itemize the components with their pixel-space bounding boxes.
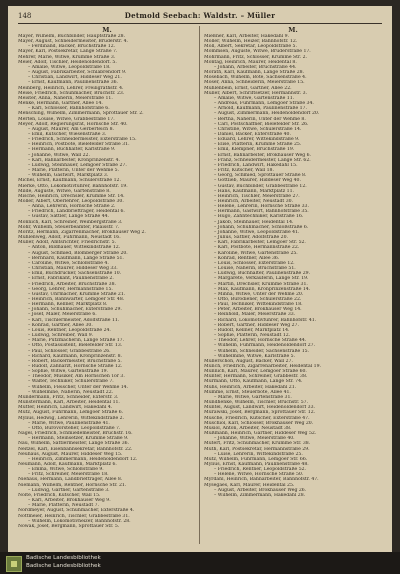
directory-entry: – Theodor, Lehrer, Hornsche Straße 44. bbox=[214, 338, 307, 344]
directory-entry: – Rudolf, Zahnarzt, Hornsche Straße 12. bbox=[28, 364, 123, 369]
directory-entry: – Karl, Fabrikarbeiter, Lemgoer Str. 52. bbox=[214, 240, 306, 246]
directory-entry: Münter, Hermann, Schreiner, Grabbestr. 38. bbox=[204, 374, 308, 380]
directory-entry: Mußmann, Heinrich, Gärtner, Hiddeser Weg 52. bbox=[204, 431, 317, 437]
directory-entry: – Karl, Bahnarbeiter, Kronprinzenstr. 4. bbox=[28, 157, 120, 163]
directory-entry: – Hans, Kaufmann, Marktplatz 11. bbox=[214, 188, 294, 194]
directory-entry: Münnich, Karl, Maurer, Lemgoer Straße 60. bbox=[204, 369, 307, 375]
right-column bbox=[204, 26, 382, 546]
directory-entry: – Arnold, Kaufmann, Paulinenstraße 17. bbox=[214, 106, 307, 112]
directory-entry: – Christian, Maurer, Hiddeser Weg 33. bbox=[28, 266, 118, 272]
directory-entry: – Georg, Lehrer, Hermannstraße 15. bbox=[28, 286, 113, 292]
column-separator bbox=[199, 26, 200, 544]
directory-entry: – Helene, Lehrerin, Hornsche Straße 33. bbox=[214, 204, 309, 210]
directory-entry: Niehaus, Hermann, Landbriefträger, Allee 8. bbox=[18, 477, 123, 483]
directory-entry: – August, Fabrikarbeiter, Schlabrendorf 9. bbox=[28, 70, 127, 76]
directory-entry: – Amalie, Witwe, Leopoldstraße 18. bbox=[28, 64, 111, 70]
directory-entry: – Amalie, Witwe, Gartenstraße 11. bbox=[214, 95, 295, 101]
directory-entry: – Johanne, Witwe, Wall 22. bbox=[28, 152, 90, 158]
directory-entry: – Fritz, Schreiner, Meierstraße 18. bbox=[28, 472, 109, 478]
directory-entry: – Hermann, Steinsetzer, Krumme Straße 9. bbox=[28, 436, 129, 442]
entry-list bbox=[18, 34, 196, 529]
directory-entry: Montag, Heinrich, Maurer, Heidental 8. bbox=[204, 59, 297, 65]
directory-entry: Meister, Anna, Näherin, Meierstraße 11. bbox=[18, 95, 113, 101]
directory-entry: – Marie, Witwe, Paulinenstraße 41. bbox=[28, 420, 110, 426]
directory-entry: – Carl, Postschaffner, Bielefelder Str. 26. bbox=[214, 121, 309, 127]
directory-entry: – Johanne, Witwe, Meierstraße 40. bbox=[214, 436, 295, 442]
directory-entry: – Wilhelm, Fuhrmann, Heidenoldendorf 27. bbox=[214, 343, 316, 349]
directory-entry: – Paul, Techniker, Wittekindstraße 18. bbox=[214, 302, 303, 308]
directory-entry: Möller, Wilhelm, Heizer, Bahnhofstr. 12. bbox=[204, 39, 298, 45]
directory-entry: – Ernst, Bahnarbeiter, Brokhauser Weg 6. bbox=[214, 152, 312, 158]
directory-entry: Musiol, Anton, Arbeiter, Neustadt 38. bbox=[204, 425, 292, 431]
directory-entry: Neumann, Adolf, Kaufmann, Marktplatz 6. bbox=[18, 461, 117, 467]
directory-entry: – Heinrich, Arbeiter, Neustadt 30. bbox=[214, 199, 294, 204]
directory-entry: – Emma, Witwe, Schloßstraße 9. bbox=[28, 467, 104, 473]
directory-entry: – Ernst, Fabrikant, Paulinenstraße 2. bbox=[28, 276, 114, 282]
directory-entry: – Wilhelm, Lokomotivheizer, Bahnhofstr. 28. bbox=[28, 518, 131, 524]
directory-entry: Mumme, Ernst, Steuerbote, Allee 41. bbox=[204, 389, 291, 395]
directory-entry: – Hermann, Gastwirt, Bahnhofstraße 35. bbox=[214, 209, 309, 215]
directory-entry: – August, Maurer, Am Gerberteich 8. bbox=[28, 126, 114, 132]
directory-entry: Mische, Heinrich, Drechsler, Krumme Str. 14. bbox=[18, 193, 125, 199]
directory-entry: – Sophie, Plätterin, Neustadt 12. bbox=[214, 333, 291, 339]
directory-entry: – Karl, Tischlermeister, Adolfstraße 11. bbox=[28, 317, 120, 323]
directory-entry: Nolte, Friedrich, Kutscher, Wall 15. bbox=[18, 492, 101, 498]
directory-entry: Mühlenweg, Adolf, Fuhrmann, Neustadt 16. bbox=[18, 235, 121, 241]
directory-entry: Mönnich, Karl, Schreiner, Weinbergstraße 3. bbox=[18, 219, 123, 225]
directory-entry: Müllerschön, August, Bäcker, Wall 27. bbox=[204, 358, 293, 364]
directory-entry: Müller, Albert, Schriftsetzer, Hermannstr. 3. bbox=[204, 90, 308, 96]
directory-entry: – Daniel, Bäcker, Exterstraße 40. bbox=[214, 131, 291, 137]
directory-entry: – Konrad, Gärtner, Allee 30. bbox=[28, 322, 93, 328]
directory-entry: – Gustav, Uhrmacher, Krumme Straße 21. bbox=[28, 291, 126, 297]
directory-entry: – Marie, Putzmacherin, Lange Straße 17. bbox=[28, 338, 125, 344]
directory-entry: – Marie, Plätterin, Unter der Wehme 5. bbox=[28, 168, 120, 174]
directory-entry: – Emil, Klempner, Bruchstraße 19. bbox=[214, 147, 295, 153]
directory-entry: Mayer, Wilhelm, Buchbinder, Hauptstraße 28. bbox=[18, 34, 126, 39]
directory-entry: Meise, Friedrich, Schuhmacher, Bruchstr. 23. bbox=[18, 90, 125, 96]
directory-entry: – Friedrich, Landbriefträger, Heidental 6. bbox=[28, 209, 125, 215]
directory-entry: – Heinrich, Zimmermann, Heidenoldendorf 12. bbox=[28, 456, 138, 462]
directory-entry: – Gottlieb, Maurer, Hiddeser Weg 40. bbox=[214, 178, 301, 184]
directory-entry: Meinberg, Heinrich, Lehrer, Freiligrathstr. 4. bbox=[18, 85, 124, 91]
directory-entry: – Friedrich, Schneidermeister, Exterstraße 15. bbox=[28, 137, 137, 143]
directory-entry: – Richard, Kaufmann, Kronprinzenstr. 8. bbox=[28, 353, 122, 359]
directory-entry: Nagel, Friedrich, Schmiedemeister, Bruchstr. 16. bbox=[18, 431, 133, 437]
directory-entry: Mohr, Wilhelm, Steuerbeamter, Palaisstr. 7. bbox=[18, 224, 120, 230]
directory-entry: – Franz, Schneidermeister, Lange Str. 62. bbox=[214, 157, 311, 163]
directory-entry: – Konrad, Rentner, Allee 36. bbox=[214, 255, 280, 261]
directory-entry: Musche, Friedrich, Kutscher, Exterstraße 47. bbox=[204, 415, 310, 421]
directory-entry: – Anton, Bildhauer, Wittekindstraße 12. bbox=[28, 245, 121, 251]
directory-entry: – Wilhelmine, Witwe, Karlstraße 5. bbox=[214, 353, 296, 359]
directory-entry: Milde, Auguste, Witwe, Gartenstraße 8. bbox=[18, 188, 111, 194]
directory-entry: – Julius, Sattler, Adolfstraße 20. bbox=[214, 235, 288, 241]
directory-entry: – Richard, Lokomotivführer, Bahnhofstr. 41. bbox=[214, 317, 317, 323]
directory-entry: – Karl, Arbeiter, Brokhauser Weg 9. bbox=[28, 498, 111, 504]
directory-entry: Möll, Albert, Sekretär, Leopoldstraße 5. bbox=[204, 44, 297, 50]
entry-list bbox=[204, 34, 382, 498]
directory-entry: – Theodor, Musiker, Am Hornschen Tor 3. bbox=[28, 374, 125, 380]
directory-entry: – Bertha, Näherin, Unter der Wehme 8. bbox=[214, 116, 306, 122]
directory-entry: – Otto, Bürovorsteher, Leopoldstraße 7. bbox=[28, 425, 121, 431]
library-subtitle: Badische Landesbibliothek bbox=[26, 562, 101, 569]
viewer-footer bbox=[0, 552, 400, 574]
directory-entry: – Max, Kaufmann, Kronprinzenstraße 14. bbox=[214, 286, 311, 292]
directory-entry: – Friedrich, Arbeiter, Bruchstraße 38. bbox=[28, 281, 116, 287]
section-letter: M. bbox=[102, 26, 112, 34]
directory-entry: Mensching, Wilhelm, Zimmermann, Sprottauer Str. 2. bbox=[18, 111, 144, 117]
directory-entry: – Wilhelm, Zimmermann, Hakedahl 28. bbox=[214, 492, 306, 498]
directory-entry: – Friedrich, Landwirt, Hakedahl 15. bbox=[214, 162, 298, 168]
directory-entry: – Otto, Bürodiener, Schülerstraße 22. bbox=[214, 296, 302, 302]
directory-entry: – Gustav, Sattler, Lange Straße 44. bbox=[28, 214, 110, 220]
directory-entry: Morath, Karl, Kaufmann, Lange Straße 28. bbox=[204, 70, 304, 76]
directory-entry: – Ludwig, Gärtner, Gartenstraße 3. bbox=[28, 487, 110, 493]
directory-entry: – Gustav, Buchbinder, Grabbestraße 12. bbox=[214, 183, 307, 189]
directory-entry: Mundhenke, Wilhelm, Tischler, Bruchstr. 57. bbox=[204, 400, 309, 406]
directory-entry: Mutz, Wilhelm, Fuhrmann, Lemgoer Str. 66. bbox=[204, 456, 308, 462]
directory-entry: Muschiol, Karl, Schlosser, Brokhauser Weg 20. bbox=[204, 420, 314, 426]
directory-entry: – Reinhold, Maler, Meierstraße 33. bbox=[214, 312, 296, 318]
directory-entry: – August, Schmied, Blomberger Straße 20. bbox=[28, 250, 128, 256]
directory-entry: Muhs, Heinrich, Arbeiter, Hakedahl 21. bbox=[204, 384, 297, 390]
directory-entry: – Luise, Lehrerin, Wittekindstraße 25. bbox=[214, 451, 303, 457]
directory-entry: – Emil, Buchdrucker, Sachsenstraße 10. bbox=[28, 271, 122, 277]
directory-entry: Nau, Wilhelm, Sattlermeister, Lange Straße 36. bbox=[18, 441, 130, 447]
directory-entry: Mysegaes, Karl, Maurer, Heidental 25. bbox=[204, 482, 295, 488]
directory-entry: – Eduard, Lehrer, Wittekindstraße 9. bbox=[214, 137, 300, 143]
directory-entry: Mutter, Heinrich, Landwirt, Hakedahl 4. bbox=[18, 405, 113, 411]
directory-entry: Mylius, Ernst, Kaufmann, Paulinenstraße 48. bbox=[204, 461, 309, 467]
directory-entry: Mündermann, Fritz, Schneider, Exterstr. 3. bbox=[18, 394, 119, 400]
page-number: 148 bbox=[18, 12, 32, 20]
running-title: Detmold Seebach: Waldstr. – Müller bbox=[124, 11, 276, 20]
directory-entry: Mayer, Karl, Postsekretär, Lange Straße 7. bbox=[18, 49, 118, 55]
directory-entry: Meier, Adolf, Tischler, Heidenoldendorf. 5. bbox=[18, 59, 117, 65]
directory-entry: Muntel, August, Landwirt, Heidenoldendorf 33. bbox=[204, 405, 315, 411]
directory-entry: – Ferdinand, Bäcker, Bruchstraße 12. bbox=[28, 44, 116, 50]
directory-entry: – Heinrich, Tischler, Meierstraße 27. bbox=[214, 193, 300, 199]
library-name: Badische Landesbibliothek bbox=[26, 555, 101, 561]
directory-entry: – Margarete, Verkäuferin, Lange Str. 19. bbox=[214, 276, 309, 282]
directory-entry: – Elise, Plätterin, Krumme Straße 25. bbox=[214, 142, 302, 148]
directory-entry: Mylius, Hedwig, Lehrerin, Wittekindstraße 2. bbox=[18, 415, 125, 421]
directory-entry: – Louis, Rentner, Leopoldstraße 24. bbox=[28, 327, 111, 333]
directory-entry: Myrdahl, Heinrich, Bahnarbeiter, Bahnhofstr. 47. bbox=[204, 477, 319, 483]
directory-entry: – Andreas, Fuhrmann, Lemgoer Straße 34. bbox=[214, 101, 314, 107]
directory-entry: Mayer, August, Schneidermeister, Brüderstr. 4. bbox=[18, 39, 129, 45]
directory-entry: – Hermann, Buchhalter, Karlstraße 9. bbox=[28, 147, 116, 153]
directory-entry: Niemann, Wilhelm, Rentner, Hornsche Str. 21. bbox=[18, 482, 127, 488]
directory-entry: – Minna, Witwe, Unter der Wehme 20. bbox=[214, 291, 304, 297]
directory-entry: – Louis, Schlosser, Exterstraße 12. bbox=[214, 260, 295, 266]
directory-entry: – Emil, Kutscher, Wiesenstraße 3. bbox=[28, 131, 107, 137]
directory-entry: Münch, Friedrich, Zigarrenarbeiter, Heidental 19. bbox=[204, 364, 321, 369]
page-header bbox=[18, 10, 382, 22]
directory-entry: Murawski, Josef, Bergmann, Sprottauer Str. 12. bbox=[204, 410, 316, 416]
directory-entry: – Karl, Postbote, Hermannstraße 22. bbox=[214, 245, 300, 251]
directory-entry: – Johann, Schuhmacher, Schloßstraße 6. bbox=[214, 224, 309, 230]
directory-entry: – Walter, Techniker, Schülerstraße 7. bbox=[28, 379, 114, 385]
directory-entry: – Ludwig, Buchhalter, Paulinenstraße 29. bbox=[214, 271, 311, 277]
directory-entry: – Marie, Witwe, Gartenstraße 31. bbox=[214, 394, 292, 400]
directory-entry: – Jakob, Steinhauer, Heidental 14. bbox=[214, 219, 294, 225]
directory-entry: Merten, Louise, Witwe, Grabbestraße 17. bbox=[18, 116, 115, 122]
directory-entry: – Hermann, Kellner, Marktplatz 8. bbox=[28, 302, 108, 308]
directory-entry: Nordmeyer, August, Schuhmacher, Exterstraße 4. bbox=[18, 508, 135, 514]
directory-entry: – Friedrich, Rentner, Leopoldstraße 52. bbox=[214, 467, 306, 473]
directory-entry: – August, Zimmermann, Heidenoldendorf 20. bbox=[214, 111, 320, 117]
directory-entry: – Robert, Gärtner, Hiddeser Weg 27. bbox=[214, 322, 299, 328]
directory-entry: – Helene, Witwe, Hornsche Straße 50. bbox=[214, 472, 304, 478]
library-logo-icon bbox=[6, 556, 22, 572]
directory-entry: – Caroline, Witwe, Schloßstraße 4. bbox=[28, 260, 109, 266]
directory-entry: – Ludwig, Steinhauer, Lemgoer Straße 27. bbox=[28, 162, 127, 168]
left-column bbox=[18, 26, 196, 546]
directory-entry: – Martin, Drechsler, Krumme Straße 31. bbox=[214, 281, 308, 287]
directory-entry: Mürmann, Otto, Kaufmann, Lange Str. 74. bbox=[204, 379, 303, 385]
directory-entry: – Georg, Schmied, Sprottauer Straße 8. bbox=[214, 173, 307, 179]
directory-entry: – Wilhelm, Gastwirt, Marktplatz 3. bbox=[28, 173, 109, 179]
directory-entry: – Karl, Schlosser, Bahnhofstraße 6. bbox=[28, 106, 110, 112]
directory-entry: – Otto, Postassistent, Bielefelder Str. 13. bbox=[28, 343, 123, 349]
directory-entry: – Louise, Näherin, Bruchstraße 51. bbox=[214, 266, 296, 272]
directory-entry: – Johanne, Witwe, Leopoldstraße 41. bbox=[214, 229, 300, 235]
directory-entry: Müller, Adolf, Amtsrichter, Friedrichstr. 5. bbox=[18, 240, 117, 246]
directory-entry: Neitzel, Karl, Eisenbahnsekretär, Bahnhofstr. 22. bbox=[18, 446, 133, 452]
section-letter: M. bbox=[288, 26, 298, 34]
header-rule bbox=[18, 23, 382, 24]
directory-entry: Mohrmann, Fritz, Schlosser, Krumme Str. 2. bbox=[204, 54, 308, 60]
directory-entry: Nottmeier, Heinrich, Tischler, Grabbestraße 31. bbox=[18, 513, 130, 519]
directory-entry: – Paul, Schlosser, Grabbestraße 26. bbox=[28, 348, 111, 354]
directory-entry: Muth, Karl, Postsekretär, Hermannstraße 29. bbox=[204, 446, 310, 452]
directory-entry: – Wilhelm, Schneider, Sachsenstraße 15. bbox=[214, 348, 309, 354]
directory-entry: – Johann, Arbeiter, Bruchstraße 44. bbox=[214, 64, 297, 70]
directory-entry: Mierke, Otto, Lokomotivführer, Bahnhofstr. 19. bbox=[18, 183, 128, 189]
directory-entry: Menke, Hermann, Gärtner, Allee 14. bbox=[18, 101, 103, 107]
directory-entry: – Christian, Landwirt, Hiddeser Weg 21. bbox=[28, 75, 122, 81]
directory-entry: – Ernst, Kaufmann, Paulinenstraße 36. bbox=[28, 80, 118, 86]
directory-entry: Mutz, August, Fuhrmann, Lemgoer Straße 6. bbox=[18, 410, 124, 416]
directory-entry: – Rudolf, Kellner, Marktplatz 14. bbox=[214, 327, 290, 333]
directory-entry: – Anna, Lehrerin, Hornsche Straße 2. bbox=[28, 204, 116, 210]
directory-entry: Moser, Anna, Schneiderin, Meierstraße 15. bbox=[204, 80, 305, 86]
directory-entry: Michel, Ernst, Kaufmann, Schülerstraße 12. bbox=[18, 178, 121, 184]
directory-entry: – Heinrich, Postbote, Bielefelder Straße 31. bbox=[28, 142, 130, 148]
directory-entry: Nowak, Josef, Bergmann, Sprottauer Str. 5. bbox=[18, 523, 120, 529]
scanned-page bbox=[8, 6, 392, 552]
directory-entry: Moritz, Hermann, Zigarrenmacher, Brokhauser Weg 2. bbox=[18, 229, 146, 235]
directory-entry: Mosebach, Wilhelm, Bote, Sachsenstraße 4. bbox=[204, 75, 307, 81]
directory-entry: – Johann, Schuhmacher, Exterstraße 29. bbox=[28, 307, 122, 313]
directory-entry: Mehrer, Marie, Witwe, Krumme Straße 3. bbox=[18, 54, 116, 60]
directory-entry: – Heinrich, Bahnwärter, Lemgoer Str. 48. bbox=[28, 296, 125, 302]
directory-entry: – Bernhard, Kaufmann, Lange Straße 51. bbox=[28, 255, 124, 261]
directory-entry: – Christine, Witwe, Schülerstraße 14. bbox=[214, 126, 302, 132]
directory-entry: – Marie, Plätterin, Neustadt 7. bbox=[28, 503, 100, 509]
directory-entry: Mühlenbein, Ernst, Gärtner, Allee 22. bbox=[204, 85, 292, 91]
directory-entry: – Sophie, Witwe, Gartenstraße 19. bbox=[28, 369, 109, 375]
directory-entry: – Fritz, Kutscher, Wall 18. bbox=[214, 168, 274, 174]
directory-entry: – Wilhelmine, Näherin, Neustadt 22. bbox=[28, 389, 114, 395]
library-credit bbox=[26, 555, 386, 570]
directory-entry: Münstermann, Karl, Arbeiter, Heidental 11. bbox=[18, 400, 120, 406]
directory-entry: Möller, Albert, Oberlehrer, Leopoldstraße 30. bbox=[18, 199, 124, 204]
directory-entry: Meyer, Adolf, Regierungsrat, Hornsche Str. 40. bbox=[18, 121, 128, 127]
directory-entry: Mießner, Karl, Arbeiter, Hakedahl 9. bbox=[204, 34, 290, 39]
directory-entry: – Karoline, Witwe, Gartenstraße 25. bbox=[214, 250, 298, 256]
directory-entry: – Peter, Arbeiter, Brokhauser Weg 14. bbox=[214, 307, 302, 313]
directory-entry: – Ludwig, Schreiber, Wall 9. bbox=[28, 333, 94, 339]
directory-entry: – Wilhelm, Fleischer, Unter der Wehme 14. bbox=[28, 384, 129, 390]
directory-entry: – August, Arbeiter, Brokhauser Weg 26. bbox=[214, 487, 307, 493]
directory-entry: – Robert, Bäckermeister, Bruchstraße 5. bbox=[28, 358, 122, 364]
directory-entry: Mommsen, Auguste, Witwe, Brüderstraße 17. bbox=[204, 49, 311, 55]
directory-entry: Mutert, Fritz, Schuhmacher, Krumme Str. 38. bbox=[204, 441, 311, 447]
directory-entry: Neuhaus, August, Maurer, Hiddeser Weg 15. bbox=[18, 451, 123, 457]
directory-entry: – Josef, Maler, Meierstraße 6. bbox=[28, 312, 97, 318]
directory-entry: – Hugo, Zahntechniker, Karlstraße 16. bbox=[214, 214, 304, 220]
